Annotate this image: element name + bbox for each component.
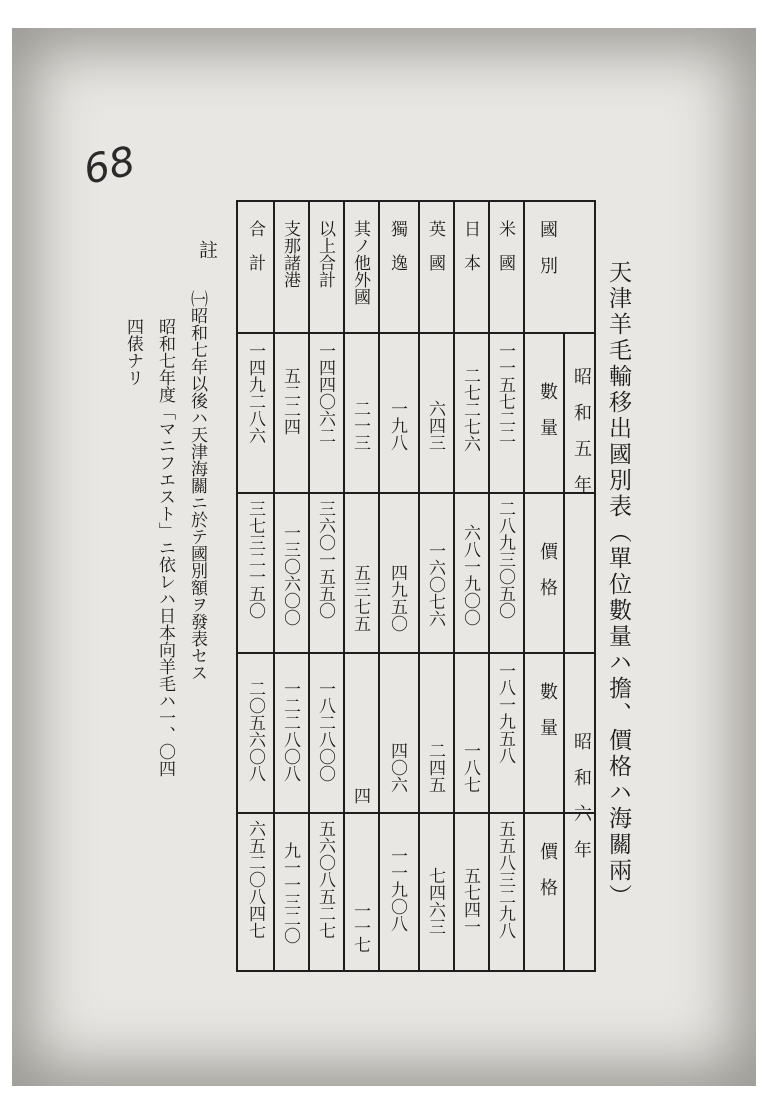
subheader-quantity-1: 數 量 <box>537 382 558 436</box>
country-cell: 合 計 <box>245 220 265 271</box>
table-cell: 四〇六 <box>387 742 407 793</box>
subheader-price-1: 價 格 <box>537 542 558 596</box>
year-header-divider <box>523 652 559 654</box>
table-cell: 一四四〇六二 <box>315 342 335 444</box>
export-table <box>236 200 596 972</box>
table-cell: 一四九二八六 <box>245 342 265 444</box>
table-cell: 七四六三 <box>425 867 445 935</box>
table-title: 天津羊毛輸移出國別表（單位數量ハ擔、價格ハ海關兩） <box>605 260 631 910</box>
table-cell: 六四三 <box>425 400 445 451</box>
subheader-price-2: 價 格 <box>537 842 558 896</box>
table-cell: 一一九〇八 <box>387 847 407 932</box>
row-divider <box>273 202 275 970</box>
table-cell: 二八九三〇五〇 <box>495 500 515 619</box>
table-cell: 一八一九五八 <box>495 662 515 764</box>
note-label: 註 <box>196 240 218 259</box>
table-cell: 二〇五六〇八 <box>245 680 265 782</box>
table-cell: 二四五 <box>425 742 445 793</box>
handwritten-page-number: 68 <box>79 138 140 194</box>
table-cell: 一三〇六〇〇 <box>280 524 300 626</box>
year-band-divider <box>563 332 565 970</box>
row-divider <box>523 202 525 970</box>
table-cell: 一二二八〇八 <box>280 680 300 782</box>
row-divider <box>343 202 345 970</box>
table-cell: 一一五七二二 <box>495 342 515 444</box>
table-cell: 六五二〇八四七 <box>245 820 265 939</box>
table-cell: 一八二八〇〇 <box>315 680 335 782</box>
table-cell: 四 <box>350 787 370 804</box>
table-cell: 五七四一 <box>460 867 480 935</box>
table-cell: 三六〇一五五〇 <box>315 500 335 619</box>
table-cell: 一九八 <box>387 400 407 451</box>
country-header: 國 別 <box>537 220 558 274</box>
row-divider <box>488 202 490 970</box>
subheader-quantity-2: 數 量 <box>537 682 558 736</box>
header-divider <box>238 332 594 334</box>
subcolumn-divider <box>238 492 594 494</box>
table-cell: 二一三 <box>350 400 370 451</box>
table-cell: 六八一九〇〇 <box>460 524 480 626</box>
table-cell: 一一七 <box>350 902 370 953</box>
table-cell: 二七二七六 <box>460 367 480 452</box>
table-cell: 五二二四 <box>280 367 300 435</box>
country-cell: 以上合計 <box>315 220 335 288</box>
subcolumn-divider <box>238 812 594 814</box>
table-cell: 九一一三二〇 <box>280 842 300 944</box>
country-cell: 支那諸港 <box>280 220 300 288</box>
table-cell: 一六〇七六 <box>425 542 445 627</box>
table-cell: 四九五〇 <box>387 564 407 632</box>
row-divider <box>453 202 455 970</box>
country-cell: 其ノ他外國 <box>350 220 370 305</box>
country-cell: 英 國 <box>425 220 445 271</box>
country-cell: 米 國 <box>495 220 515 271</box>
table-cell: 三七三二一五〇 <box>245 500 265 619</box>
row-divider <box>308 202 310 970</box>
note-line-3: 四俵ナリ <box>123 318 143 386</box>
table-cell: 一八七 <box>460 742 480 793</box>
country-cell: 獨 逸 <box>387 220 407 271</box>
row-divider <box>378 202 380 970</box>
note-line-2: 昭和七年度「マニフエスト」ニ依レハ日本向羊毛ハ一、〇四 <box>155 318 175 777</box>
year-header-1: 昭 和 五 年 <box>571 367 592 493</box>
table-cell: 五五八三二九八 <box>495 820 515 939</box>
table-cell: 五三七五 <box>350 564 370 632</box>
country-cell: 日 本 <box>460 220 480 271</box>
row-divider <box>418 202 420 970</box>
year-header-2: 昭 和 六 年 <box>571 732 592 858</box>
table-cell: 五六〇八五二七 <box>315 820 335 939</box>
note-line-1: ㈠昭和七年以後ハ天津海關ニ於テ國別額ヲ發表セス <box>187 290 207 681</box>
